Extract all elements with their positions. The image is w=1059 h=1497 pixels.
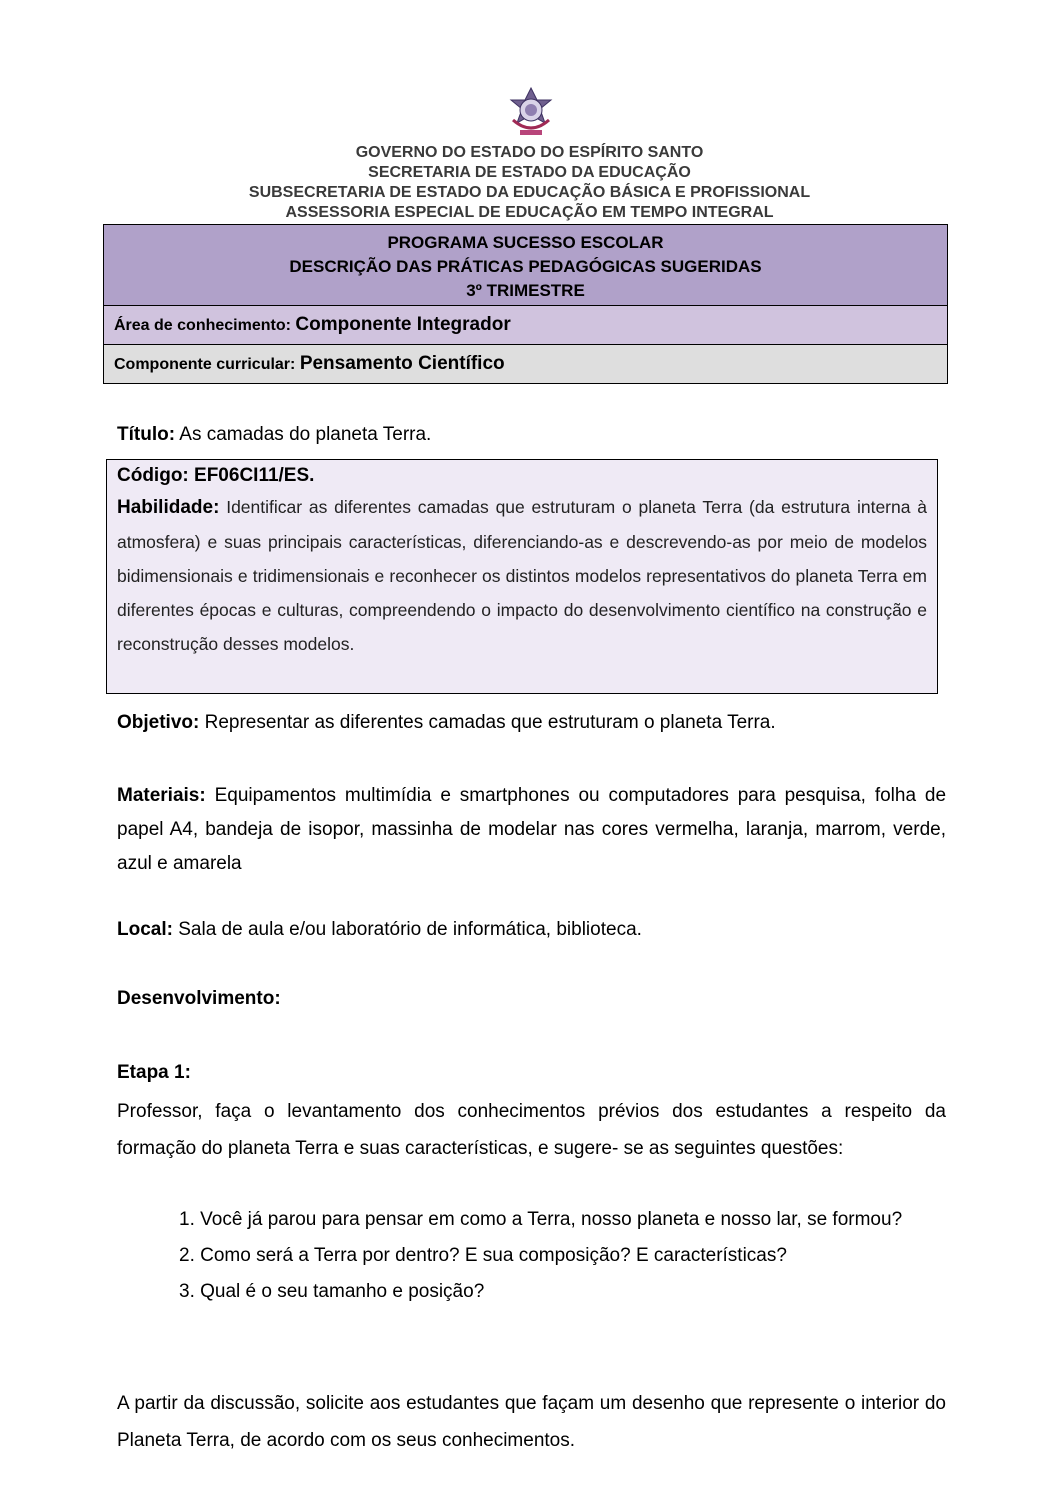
knowledge-area-row bbox=[104, 306, 947, 345]
skill-code: Código: EF06CI11/ES. bbox=[117, 465, 315, 486]
program-name: PROGRAMA SUCESSO ESCOLAR bbox=[387, 233, 664, 252]
program-description: DESCRIÇÃO DAS PRÁTICAS PEDAGÓGICAS SUGERIDAS bbox=[289, 257, 762, 276]
stage-1-intro: Professor, faça o levantamento dos conhecimentos prévios dos estudantes a respeito da formação do planeta Terra e suas características, e sugere- se as seguintes questões: bbox=[117, 1101, 946, 1159]
location-text: Sala de aula e/ou laboratório de informática, biblioteca. bbox=[178, 919, 642, 940]
location bbox=[117, 913, 946, 947]
gov-line-3: SUBSECRETARIA DE ESTADO DA EDUCAÇÃO BÁSICA E PROFISSIONAL bbox=[248, 184, 811, 201]
curricular-component-label: Componente curricular: bbox=[114, 356, 296, 373]
skill-description bbox=[117, 490, 927, 661]
lesson-title bbox=[117, 424, 431, 446]
title-label: Título: bbox=[117, 424, 176, 445]
materials-text: Equipamentos multimídia e smartphones ou computadores para pesquisa, folha de papel A4, bandeja de isopor, massinha de modelar nas cores vermelha, laranja, marrom, verde, azul e amarela bbox=[117, 785, 947, 874]
question-item: 3. Qual é o seu tamanho e posição? bbox=[179, 1281, 485, 1302]
title-value: As camadas do planeta Terra. bbox=[179, 424, 432, 445]
materials-label: Materiais: bbox=[117, 785, 206, 806]
skill-text: Identificar as diferentes camadas que estruturam o planeta Terra (da estrutura interna à atmosfera) e suas principais características, diferenciando-as e descrevendo-as por meio de modelos bidimensionais e tridimensionais e reconhecer os distintos modelos representativos do planeta Terra em diferentes épocas e culturas, compreendendo o impacto do desenvolvimento científico na construção e reconstrução desses modelos. bbox=[117, 497, 927, 654]
state-coat-of-arms-icon bbox=[505, 86, 557, 140]
question-list bbox=[179, 1202, 946, 1310]
stage-1-heading bbox=[117, 1056, 946, 1090]
objective bbox=[117, 706, 946, 740]
development-label: Desenvolvimento: bbox=[117, 988, 281, 1009]
question-item: 2. Como será a Terra por dentro? E sua composição? E características? bbox=[179, 1245, 787, 1266]
gov-line-4: ASSESSORIA ESPECIAL DE EDUCAÇÃO EM TEMPO INTEGRAL bbox=[285, 204, 774, 221]
program-header-table bbox=[103, 224, 948, 384]
skill-label: Habilidade: bbox=[117, 497, 220, 518]
curricular-component-row bbox=[104, 345, 947, 383]
knowledge-area-label: Área de conhecimento: bbox=[114, 317, 291, 334]
program-title-block bbox=[104, 225, 947, 306]
curricular-component-value: Pensamento Científico bbox=[299, 353, 505, 374]
program-trimester: 3º TRIMESTRE bbox=[466, 281, 585, 300]
objective-label: Objetivo: bbox=[117, 712, 200, 733]
stage-1-label: Etapa 1: bbox=[117, 1062, 191, 1083]
gov-line-1: GOVERNO DO ESTADO DO ESPÍRITO SANTO bbox=[355, 144, 704, 161]
objective-text: Representar as diferentes camadas que estruturam o planeta Terra. bbox=[204, 712, 776, 733]
stage-1-closing: A partir da discussão, solicite aos estudantes que façam um desenho que represente o interior do Planeta Terra, de acordo com os seus conhecimentos. bbox=[117, 1393, 946, 1451]
gov-line-2: SECRETARIA DE ESTADO DA EDUCAÇÃO bbox=[368, 164, 691, 181]
government-header bbox=[100, 143, 959, 223]
development-heading bbox=[117, 982, 946, 1016]
question-item: 1. Você já parou para pensar em como a Terra, nosso planeta e nosso lar, se formou? bbox=[179, 1209, 903, 1230]
materials bbox=[117, 779, 946, 881]
location-label: Local: bbox=[117, 919, 173, 940]
knowledge-area-value: Componente Integrador bbox=[295, 314, 511, 335]
skill-box bbox=[106, 459, 938, 694]
